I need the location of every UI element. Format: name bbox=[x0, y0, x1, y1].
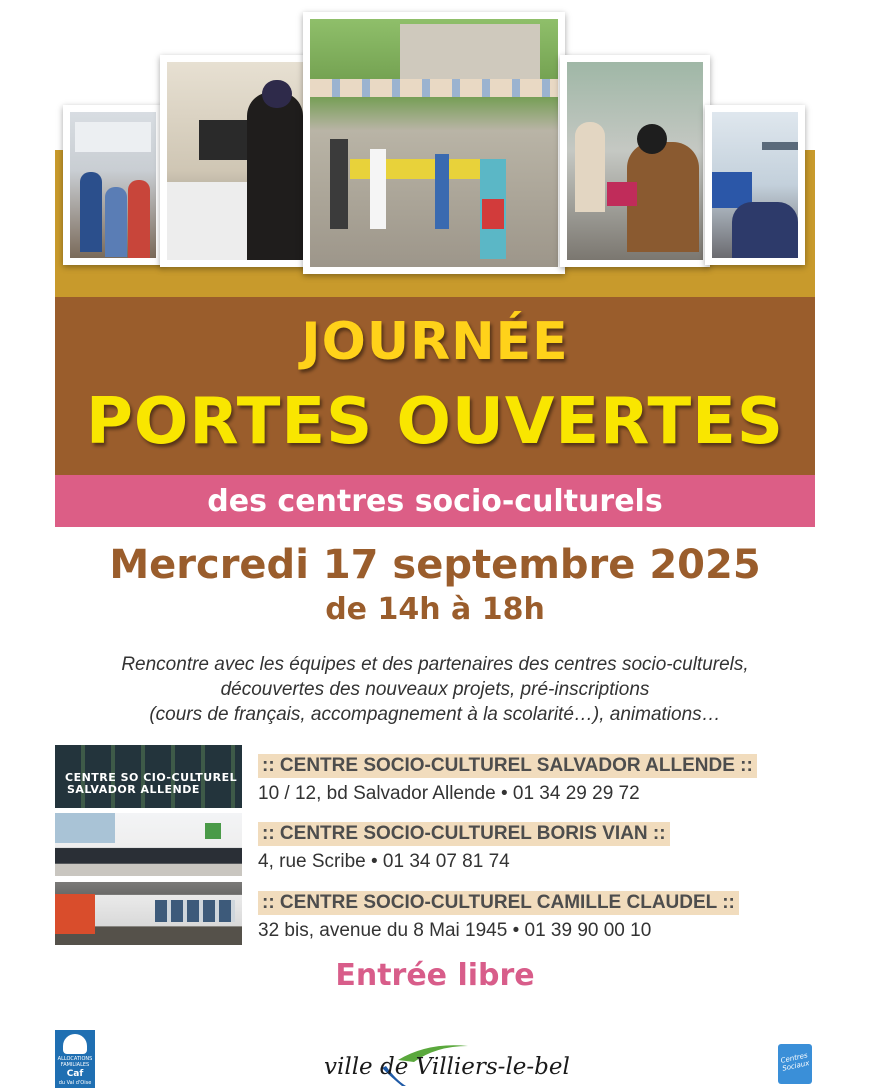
center-photo-salvador-allende bbox=[55, 745, 242, 808]
center-name-salvador-allende: :: CENTRE SOCIO-CULTUREL SALVADOR ALLENDE :: bbox=[258, 754, 757, 778]
event-description bbox=[40, 652, 830, 727]
photo-outdoor-event bbox=[303, 12, 565, 274]
center-address-camille-claudel: 32 bis, avenue du 8 Mai 1945 • 01 39 90 00 10 bbox=[258, 920, 652, 941]
centres-sociaux-logo bbox=[778, 1044, 812, 1084]
caf-logo bbox=[55, 1030, 95, 1088]
entry-free: Entrée libre bbox=[335, 958, 535, 993]
photo-activity-room bbox=[705, 105, 805, 265]
center-photo-boris-vian bbox=[55, 813, 242, 876]
ville-logo bbox=[318, 1040, 570, 1088]
ville-logo-text: ville de Villiers-le-bel bbox=[324, 1054, 570, 1080]
subtitle-band bbox=[55, 475, 815, 527]
description-line: Rencontre avec les équipes et des partenaires des centres socio-culturels, bbox=[121, 654, 749, 675]
photo-office-desk bbox=[160, 55, 310, 267]
photo-sign-line: SALVADOR ALLENDE bbox=[67, 783, 200, 796]
caf-logo-line: Caf bbox=[66, 1069, 84, 1079]
title-portes-ouvertes: PORTES OUVERTES bbox=[86, 385, 784, 459]
photo-reception-area bbox=[560, 55, 710, 267]
center-name-boris-vian: :: CENTRE SOCIO-CULTUREL BORIS VIAN :: bbox=[258, 822, 670, 846]
description-line: (cours de français, accompagnement à la scolarité…), animations… bbox=[149, 704, 721, 725]
center-address-salvador-allende: 10 / 12, bd Salvador Allende • 01 34 29 29 72 bbox=[258, 783, 640, 804]
event-date: Mercredi 17 septembre 2025 bbox=[109, 542, 761, 588]
caf-logo-line: du Val d'Oise bbox=[58, 1080, 92, 1086]
center-photo-camille-claudel bbox=[55, 882, 242, 945]
event-hours: de 14h à 18h bbox=[325, 592, 545, 627]
photo-community-group bbox=[63, 105, 163, 265]
caf-logo-line: ALLOCATIONS FAMILIALES bbox=[57, 1056, 93, 1068]
center-name-camille-claudel: :: CENTRE SOCIO-CULTUREL CAMILLE CLAUDEL :: bbox=[258, 891, 739, 915]
description-line: découvertes des nouveaux projets, pré-inscriptions bbox=[220, 679, 650, 700]
subtitle: des centres socio-culturels bbox=[207, 483, 663, 519]
centres-sociaux-logo-text: Centres Sociaux bbox=[780, 1051, 811, 1073]
center-address-boris-vian: 4, rue Scribe • 01 34 07 81 74 bbox=[258, 851, 510, 872]
photo-sign-line: CENTRE SO CIO-CULTUREL bbox=[65, 771, 238, 784]
title-journee: JOURNÉE bbox=[301, 312, 569, 372]
